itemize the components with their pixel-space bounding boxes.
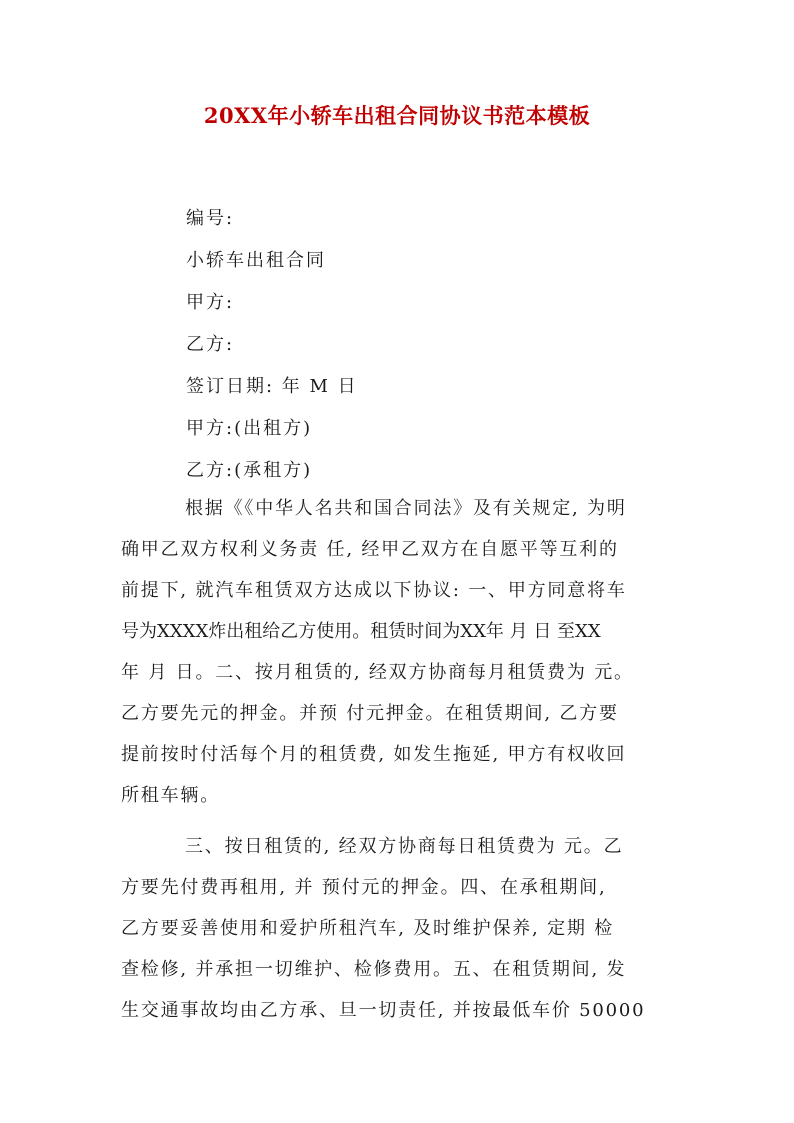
paragraph-line: 号为XXXX炸出租给乙方使用。租赁时间为XX年 月 日 至XX [121, 621, 601, 642]
paragraph-line: 确甲乙双方权利义务责 任, 经甲乙双方在自愿平等互利的 [121, 539, 619, 560]
contract-number-line: 编号: [186, 208, 235, 229]
paragraph-line: 乙方要妥善使用和爱护所租汽车, 及时维护保养, 定期 检 [121, 918, 615, 939]
lessor-line: 甲方:(出租方) [186, 418, 313, 439]
paragraph-line: 年 月 日。二、按月租赁的, 经双方协商每月租赁费为 元。 [121, 662, 634, 683]
contract-header [186, 206, 706, 500]
paragraph-line: 根据《《中华人名共和国合同法》及有关规定, 为明 [185, 498, 627, 519]
contract-name-line: 小轿车出租合同 [186, 250, 326, 271]
signing-date-line: 签订日期: 年 M 日 [186, 376, 358, 397]
paragraph-line: 提前按时付活每个月的租赁费, 如发生拖延, 甲方有权收回 [121, 744, 627, 765]
paragraph-2 [121, 834, 681, 1039]
paragraph-1 [121, 496, 681, 824]
paragraph-line: 三、按日租赁的, 经双方协商每日租赁费为 元。乙 [185, 836, 624, 857]
document-title: 20XX年小轿车出租合同协议书范本模板 [203, 103, 591, 128]
paragraph-line: 方要先付费再租用, 并 预付元的押金。四、在承租期间, [121, 877, 607, 898]
paragraph-line: 前提下, 就汽车租赁双方达成以下协议: 一、甲方同意将车 [121, 580, 627, 601]
party-a-line: 甲方: [186, 292, 235, 313]
lessee-line: 乙方:(承租方) [186, 460, 313, 481]
paragraph-line: 乙方要先元的押金。并预 付元押金。在租赁期间, 乙方要 [121, 703, 619, 724]
paragraph-line: 生交通事故均由乙方承、旦一切责任, 并按最低车价 50000 [121, 1000, 646, 1021]
paragraph-line: 所租车辆。 [121, 785, 220, 806]
paragraph-line: 查检修, 并承担一切维护、检修费用。五、在租赁期间, 发 [121, 959, 627, 980]
party-b-line: 乙方: [186, 334, 235, 355]
